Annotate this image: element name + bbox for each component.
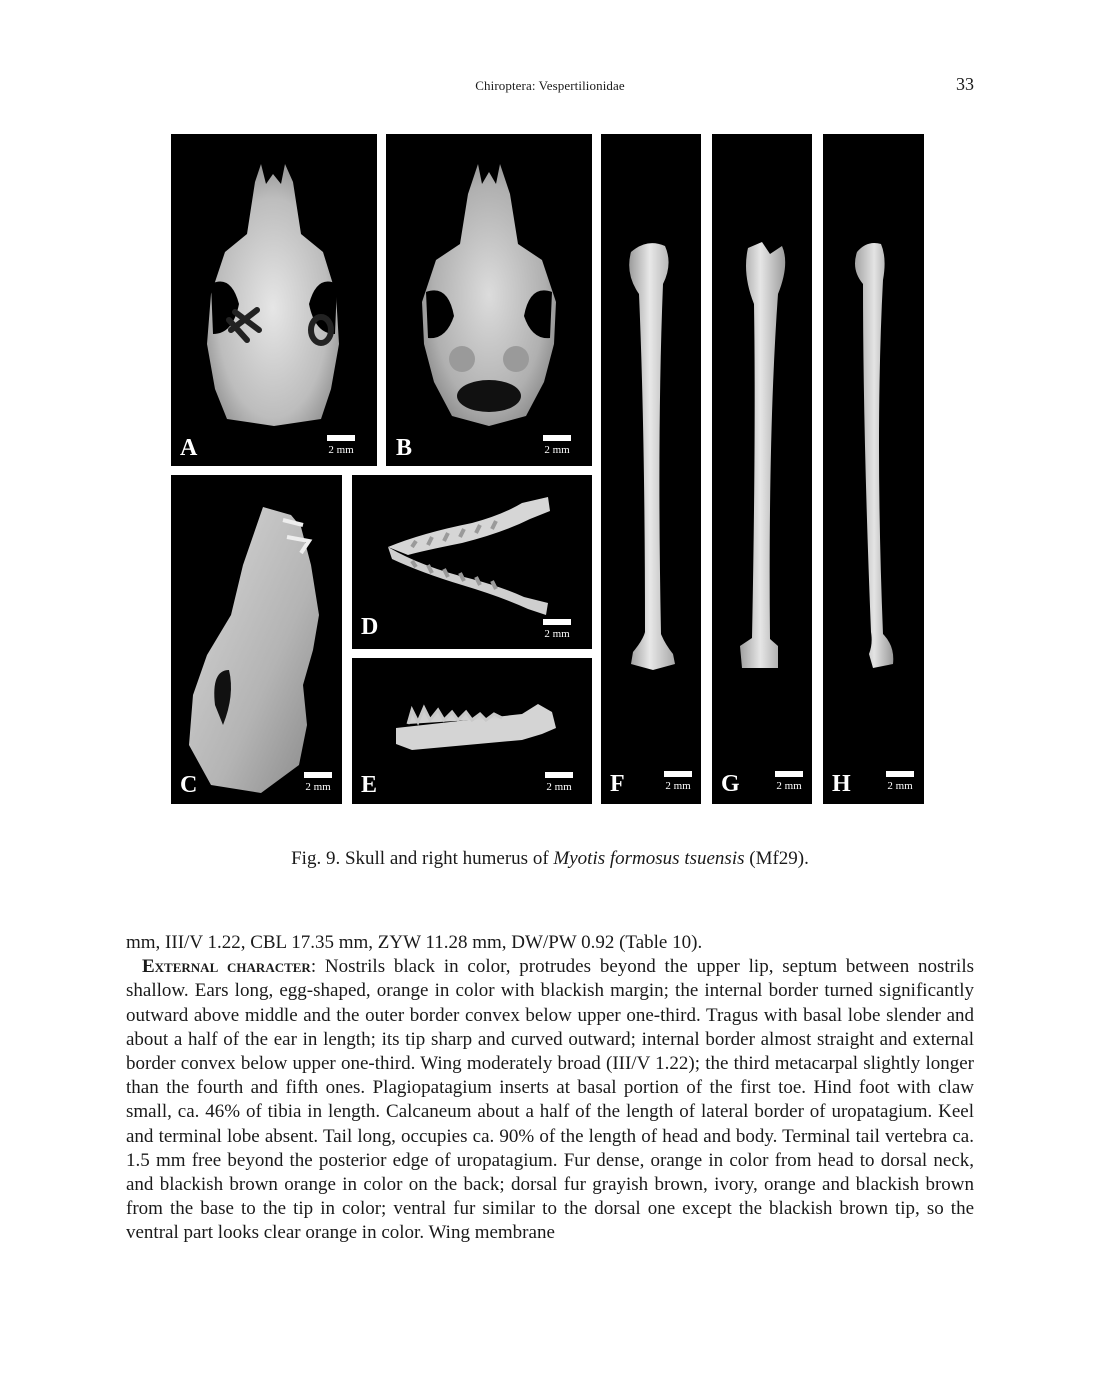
panel-e-letter: E	[361, 772, 378, 798]
humerus-f-image	[601, 134, 701, 804]
panel-h-letter: H	[832, 771, 851, 797]
panel-h-scale-label: 2 mm	[887, 780, 913, 792]
skull-dorsal-image	[171, 134, 377, 466]
panel-e-scale-label: 2 mm	[546, 781, 572, 793]
panel-e	[352, 658, 592, 804]
panel-g-scale-bar	[764, 771, 812, 792]
panel-c-letter: C	[180, 772, 198, 798]
panel-a	[171, 134, 377, 466]
panel-a-scale-bar	[316, 435, 366, 456]
humerus-h-image	[823, 134, 924, 804]
panel-f-scale-label: 2 mm	[665, 780, 691, 792]
panel-g-scale-label: 2 mm	[776, 780, 802, 792]
paragraph-measurements: mm, III/V 1.22, CBL 17.35 mm, ZYW 11.28 mm, DW/PW 0.92 (Table 10).	[126, 932, 703, 953]
panel-h-scale-bar	[875, 771, 924, 792]
caption-species: Myotis formosus tsuensis	[553, 848, 745, 869]
caption-suffix: (Mf29).	[744, 848, 809, 869]
panel-c	[171, 475, 342, 804]
panel-c-scale-bar	[293, 772, 342, 793]
panel-d-letter: D	[361, 614, 379, 640]
skull-lateral-image	[171, 475, 342, 804]
running-head: Chiroptera: Vespertilionidae	[475, 78, 625, 93]
paragraph-external-character	[126, 955, 974, 1245]
panel-d	[352, 475, 592, 649]
panel-b-scale-bar	[532, 435, 582, 456]
panel-a-letter: A	[180, 435, 198, 461]
panel-d-scale-label: 2 mm	[544, 628, 570, 640]
panel-h	[823, 134, 924, 804]
panel-d-scale-bar	[532, 619, 582, 640]
panel-c-scale-label: 2 mm	[305, 781, 331, 793]
caption-prefix: Fig. 9. Skull and right humerus of	[291, 848, 554, 869]
panel-b	[386, 134, 592, 466]
section-heading: External character	[142, 956, 311, 978]
panel-b-letter: B	[396, 435, 413, 461]
panel-f-scale-bar	[653, 771, 701, 792]
panel-f	[601, 134, 701, 804]
panel-g	[712, 134, 812, 804]
paragraph-external-character-text: : Nostrils black in color, protrudes beyond the upper lip, septum between nostrils shallow. Ears long, egg-shaped, orange in color with blackish margin; the internal border turned significantly outward above middle and the outer border convex below upper one-third. Tragus with basal lobe slender and about a half of the ear in length; its tip sharp and curved outward; internal border almost straight and external border convex below upper one-third. Wing moderately broad (III/V 1.22); the third metacarpal slightly longer than the fourth and fifth ones. Plagiopatagium inserts at basal portion of the first toe. Hind foot with claw small, ca. 46% of tibia in length. Calcaneum about a half of the length of lateral border of uropatagium. Keel and terminal lobe absent. Tail long, occupies ca. 90% of the length of head and body. Terminal tail vertebra ca. 1.5 mm free beyond the posterior edge of uropatagium. Fur dense, orange in color from head to dorsal neck, and blackish brown orange in color on the back; dorsal fur grayish brown, ivory, orange and blackish brown from the base to the tip in color; ventral fur similar to the dorsal one except the blackish brown tip, so the ventral part looks clear orange in color. Wing membrane	[126, 956, 974, 1244]
figure-caption	[0, 848, 1100, 870]
panel-e-scale-bar	[534, 772, 584, 793]
panel-b-scale-label: 2 mm	[544, 444, 570, 456]
figure-9	[171, 134, 924, 804]
page-number: 33	[956, 74, 974, 94]
humerus-g-image	[712, 134, 812, 804]
body-text	[126, 931, 974, 1246]
panel-g-letter: G	[721, 771, 740, 797]
panel-f-letter: F	[610, 771, 625, 797]
panel-a-scale-label: 2 mm	[328, 444, 354, 456]
skull-ventral-image	[386, 134, 592, 466]
